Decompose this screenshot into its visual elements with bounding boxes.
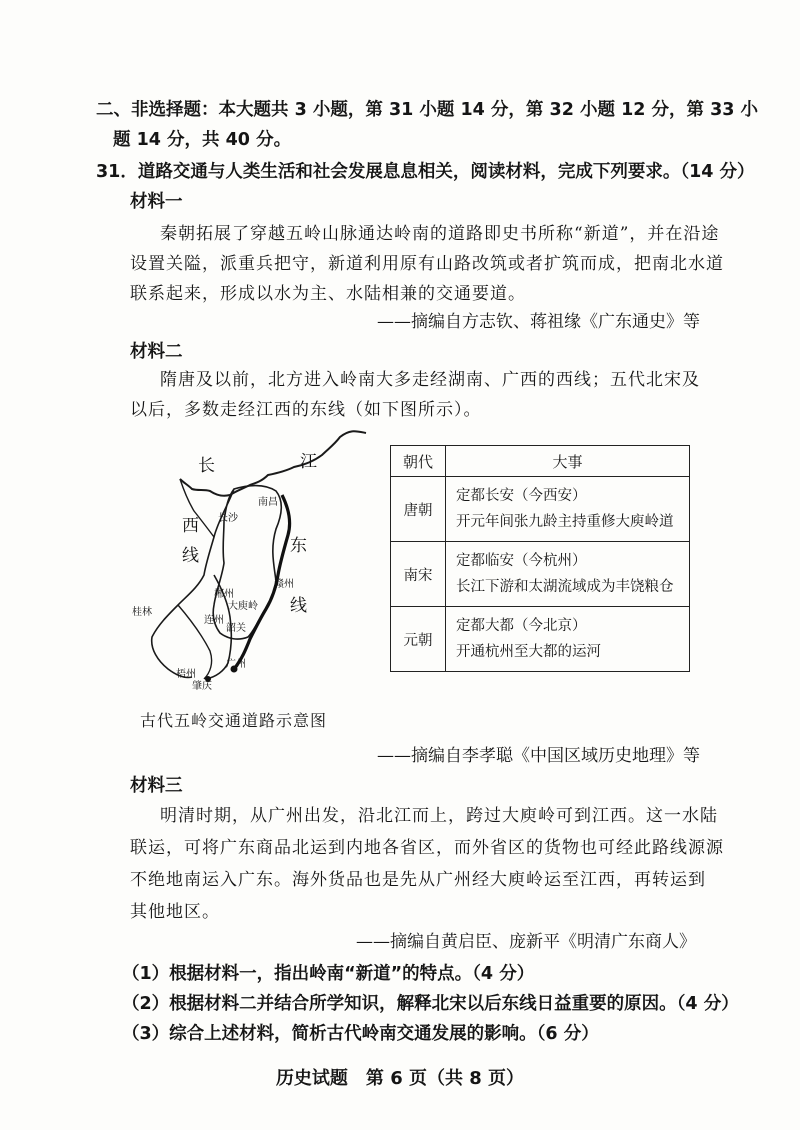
- material1-text: 联系起来，形成以水为主、水陆相兼的交通要道。: [130, 284, 526, 304]
- place-label: 郴州: [214, 589, 234, 600]
- place-label: 连州: [204, 615, 224, 626]
- era-cell: 元朝: [391, 607, 446, 672]
- table-header: 朝代: [391, 446, 446, 477]
- route-map: [118, 425, 380, 690]
- west-route-label: 西: [182, 516, 199, 536]
- task-item: （1）根据材料一，指出岭南“新道”的特点。（4 分）: [122, 964, 535, 984]
- question-stem: 31．道路交通与人类生活和社会发展息息相关，阅读材料，完成下列要求。（14 分）: [96, 162, 755, 182]
- material3-label: 材料三: [130, 776, 183, 796]
- dynasty-table: [390, 445, 690, 672]
- material2-label: 材料二: [130, 342, 183, 362]
- material3-source: ——摘编自黄启臣、庞新平《明清广东商人》: [356, 932, 696, 952]
- event-text: 定都长安（今西安）: [456, 488, 587, 504]
- material1-source: ——摘编自方志钦、蒋祖缘《广东通史》等: [377, 312, 700, 332]
- table-header-row: [391, 446, 690, 477]
- material2-text: 隋唐及以前，北方进入岭南大多走经湖南、广西的西线；五代北宋及: [160, 370, 700, 390]
- place-label: 南昌: [258, 497, 278, 508]
- river-label: 长: [198, 456, 215, 476]
- west-route-label: 线: [182, 546, 199, 566]
- event-text: 开通杭州至大都的运河: [456, 644, 601, 660]
- place-label: 大庾岭: [228, 601, 258, 612]
- event-text: 开元年间张九龄主持重修大庾岭道: [456, 514, 674, 530]
- event-text: 定都临安（今杭州）: [456, 553, 587, 569]
- era-cell: 南宋: [391, 542, 446, 607]
- place-label: 桂林: [132, 607, 152, 618]
- material3-text: 其他地区。: [130, 902, 220, 922]
- material3-text: 联运，可将广东商品北运到内地各省区，而外省区的货物也可经此路线源源: [130, 838, 724, 858]
- material2-text: 以后，多数走经江西的东线（如下图所示）。: [130, 400, 482, 420]
- material3-text: 不绝地南运入广东。海外货品也是先从广州经大庾岭运至江西，再转运到: [130, 870, 706, 890]
- material1-label: 材料一: [130, 192, 183, 212]
- material1-text: 设置关隘，派重兵把守，新道利用原有山路改筑或者扩筑而成，把南北水道: [130, 254, 724, 274]
- event-text: 定都大都（今北京）: [456, 618, 587, 634]
- material2-source: ——摘编自李孝聪《中国区域历史地理》等: [377, 746, 700, 766]
- place-label: 韶关: [226, 623, 246, 634]
- table-row: [391, 542, 690, 607]
- place-label: 梧州: [176, 669, 196, 680]
- place-label: 肇庆: [192, 681, 212, 690]
- event-text: 长江下游和太湖流域成为丰饶粮仓: [456, 579, 674, 595]
- table-header: 大事: [446, 446, 690, 477]
- material1-text: 秦朝拓展了穿越五岭山脉通达岭南的道路即史书所称“新道”，并在沿途: [160, 224, 720, 244]
- east-route-label: 东: [290, 536, 307, 556]
- section-heading: 二、非选择题：本大题共 3 小题，第 31 小题 14 分，第 32 小题 12 分，第 33 小: [96, 100, 759, 120]
- task-item: （3）综合上述材料，简析古代岭南交通发展的影响。（6 分）: [122, 1024, 599, 1044]
- section-heading-cont: 题 14 分，共 40 分。: [113, 130, 292, 150]
- page-footer: 历史试题 第 6 页（共 8 页）: [275, 1068, 525, 1089]
- era-cell: 唐朝: [391, 477, 446, 542]
- place-label: 广州: [226, 659, 246, 670]
- place-label: 赣州: [274, 579, 294, 590]
- river-label: 江: [300, 452, 317, 472]
- map-caption: 古代五岭交通道路示意图: [140, 711, 328, 730]
- task-item: （2）根据材料二并结合所学知识，解释北宋以后东线日益重要的原因。（4 分）: [122, 994, 739, 1014]
- events-cell: [446, 607, 690, 672]
- events-cell: [446, 542, 690, 607]
- material3-text: 明清时期，从广州出发，沿北江而上，跨过大庾岭可到江西。这一水陆: [160, 806, 718, 826]
- place-label: 长沙: [218, 513, 238, 524]
- table-row: [391, 477, 690, 542]
- table-row: [391, 607, 690, 672]
- east-route-label: 线: [290, 596, 307, 616]
- events-cell: [446, 477, 690, 542]
